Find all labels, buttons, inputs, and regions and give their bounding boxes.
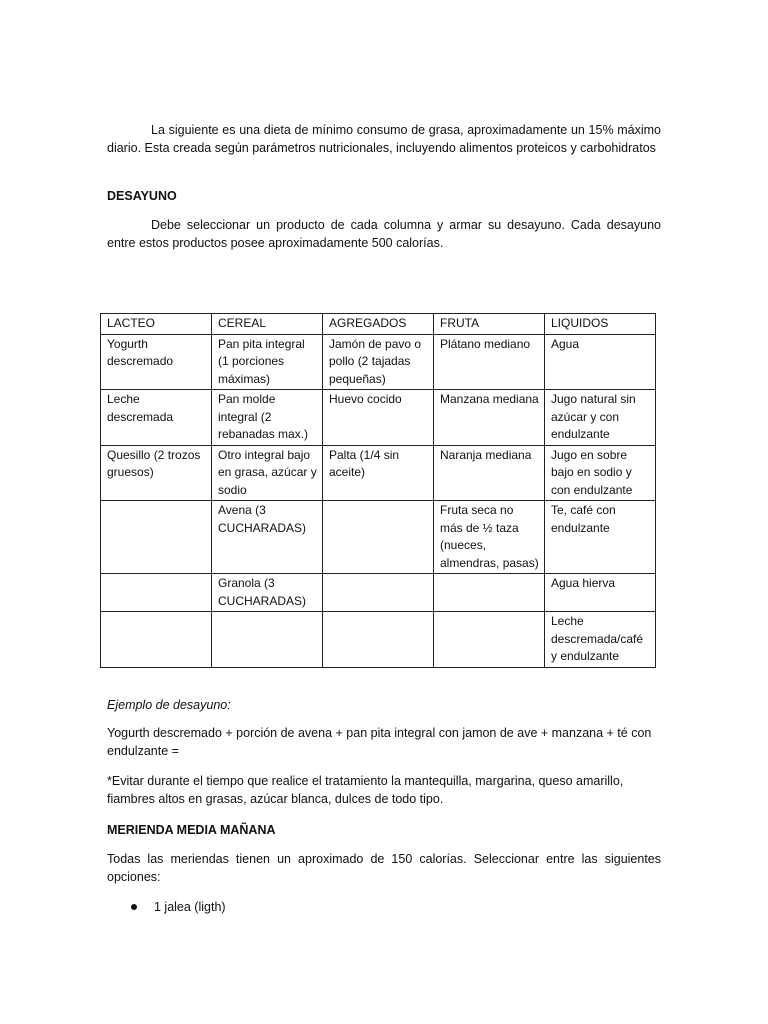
snack-text: Todas las meriendas tienen un aproximado de 150 calorías. Seleccionar entre las siguientes opciones:	[107, 852, 661, 884]
table-row	[101, 612, 656, 668]
table-row	[101, 445, 656, 501]
table-cell: Te, café con endulzante	[545, 501, 656, 574]
table-cell: Pan molde integral (2 rebanadas max.)	[212, 390, 323, 446]
table-row	[101, 334, 656, 390]
table-cell	[323, 574, 434, 612]
table-cell: Palta (1/4 sin aceite)	[323, 445, 434, 501]
table-cell: Avena (3 CUCHARADAS)	[212, 501, 323, 574]
table-cell: Manzana mediana	[434, 390, 545, 446]
table-cell	[323, 501, 434, 574]
table-cell: Leche descremada	[101, 390, 212, 446]
table-cell: Plátano mediano	[434, 334, 545, 390]
warning-text: *Evitar durante el tiempo que realice el tratamiento la mantequilla, margarina, queso amarillo, fiambres altos en grasas, azúcar blanca, dulces de todo tipo.	[107, 774, 624, 806]
table-cell: Jugo natural sin azúcar y con endulzante	[545, 390, 656, 446]
list-item	[131, 898, 226, 916]
table-cell: Jamón de pavo o pollo (2 tajadas pequeñas)	[323, 334, 434, 390]
column-header-liquidos: LIQUIDOS	[545, 314, 656, 335]
table-cell: Naranja mediana	[434, 445, 545, 501]
table-cell: Leche descremada/café y endulzante	[545, 612, 656, 668]
intro-paragraph: La siguiente es una dieta de mínimo consumo de grasa, aproximadamente un 15% máximo diario. Esta creada según parámetros nutricionales, incluyendo alimentos proteicos y carbohidratos	[107, 123, 661, 155]
table-cell: Otro integral bajo en grasa, azúcar y sodio	[212, 445, 323, 501]
column-header-cereal: CEREAL	[212, 314, 323, 335]
column-header-lacteo: LACTEO	[101, 314, 212, 335]
table-cell	[101, 501, 212, 574]
table-cell	[434, 612, 545, 668]
table-cell	[101, 612, 212, 668]
table-cell: Pan pita integral (1 porciones máximas)	[212, 334, 323, 390]
table-cell: Agua	[545, 334, 656, 390]
table-cell: Quesillo (2 trozos gruesos)	[101, 445, 212, 501]
table-row	[101, 574, 656, 612]
example-text: Yogurth descremado + porción de avena + pan pita integral con jamon de ave + manzana + té con endulzante =	[107, 726, 652, 758]
column-header-fruta: FRUTA	[434, 314, 545, 335]
table-cell: Granola (3 CUCHARADAS)	[212, 574, 323, 612]
table-row	[101, 390, 656, 446]
bullet-icon	[131, 904, 137, 910]
table-cell: Jugo en sobre bajo en sodio y con endulzante	[545, 445, 656, 501]
breakfast-heading: DESAYUNO	[107, 189, 177, 203]
snack-item-label: 1 jalea (ligth)	[154, 900, 226, 914]
breakfast-table	[100, 313, 656, 668]
table-cell: Fruta seca no más de ½ taza (nueces, almendras, pasas)	[434, 501, 545, 574]
table-cell	[323, 612, 434, 668]
table-cell: Yogurth descremado	[101, 334, 212, 390]
column-header-agregados: AGREGADOS	[323, 314, 434, 335]
table-cell	[212, 612, 323, 668]
table-cell: Agua hierva	[545, 574, 656, 612]
table-cell: Huevo cocido	[323, 390, 434, 446]
table-cell	[434, 574, 545, 612]
table-row	[101, 501, 656, 574]
table-cell	[101, 574, 212, 612]
table-header-row	[101, 314, 656, 335]
example-label: Ejemplo de desayuno:	[107, 698, 231, 712]
snack-heading: MERIENDA MEDIA MAÑANA	[107, 823, 276, 837]
breakfast-instruction: Debe seleccionar un producto de cada columna y armar su desayuno. Cada desayuno entre estos productos posee aproximadamente 500 calorías.	[107, 218, 661, 250]
